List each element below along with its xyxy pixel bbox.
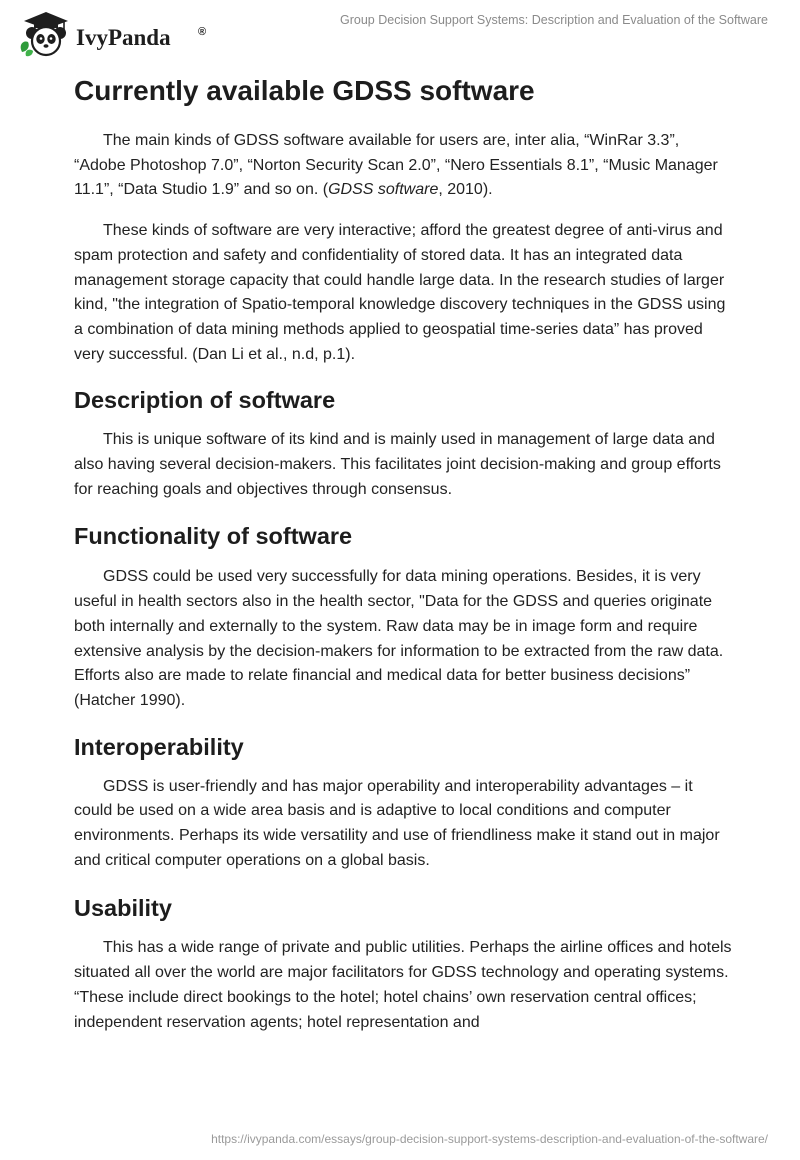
main-heading: Currently available GDSS software — [74, 75, 535, 106]
intro-paragraph-2: These kinds of software are very interactive; afford the greatest degree of anti-virus and spam protection and safety and confidentiality of stored data. It has an integrated data management storage capacity that could handle large data. In the research studies of larger kind, "the integration of Spatio-temporal knowledge discovery techniques in the GDSS using a combination of data mining methods applied to geospatial time-series data” has proved very successful. (Dan Li et al., n.d, p.1). — [74, 222, 726, 363]
intro-paragraph-1-text: The main kinds of GDSS software available for users are, inter alia, “WinRar 3.3”, “Adobe Photoshop 7.0”, “Norton Security Scan 2.0”, “Nero Essentials 8.1”, “Music Manager 11.1”, “Data Studio 1.9” and so on. ( — [74, 132, 718, 199]
brand-name: IvyPanda — [76, 25, 171, 50]
section-paragraph-functionality: GDSS could be used very successfully for data mining operations. Besides, it is very useful in health sectors also in the health sector, "Data for the GDSS and queries originate both internally and externally to the system. Raw data may be in image form and require extensive analysis by the decision-makers for information to be extracted from the raw data. Efforts also are made to relate financial and medical data for better business decisions” (Hatcher 1990). — [74, 568, 724, 709]
section-paragraph-usability: This has a wide range of private and public utilities. Perhaps the airline offices and hotels situated all over the world are major facilitators for GDSS technology and operating systems. “These include direct bookings to the hotel; hotel chains’ own reservation central offices; independent reservation agents; hotel representation and — [74, 939, 732, 1031]
panda-graduate-icon — [21, 12, 68, 56]
section-heading-functionality: Functionality of software — [74, 523, 353, 550]
citation-italic: GDSS software — [328, 181, 439, 199]
intro-paragraph-1-tail: , 2010). — [438, 181, 493, 199]
intro-paragraph-1 — [74, 129, 734, 203]
footer-url[interactable]: https://ivypanda.com/essays/group-decision-support-systems-description-and-evaluation-of-the-software/ — [211, 1132, 768, 1146]
registered-mark: ® — [198, 26, 207, 38]
ivypanda-logo[interactable] — [16, 8, 216, 60]
section-heading-usability: Usability — [74, 895, 172, 922]
article-body — [74, 72, 734, 1035]
page-header — [0, 0, 800, 70]
section-paragraph-interoperability: GDSS is user-friendly and has major operability and interoperability advantages – it could be used on a wide area basis and is adaptive to local conditions and computer environments. Perhaps its wide versatility and use of friendliness make it stand out in major and critical computer operations on a global basis. — [74, 777, 720, 869]
document-title: Group Decision Support Systems: Description and Evaluation of the Software — [340, 13, 768, 27]
section-heading-interoperability: Interoperability — [74, 733, 244, 760]
section-paragraph-description: This is unique software of its kind and is mainly used in management of large data and also having several decision-makers. This facilitates joint decision-making and group efforts for reaching goals and objectives through consensus. — [74, 431, 721, 498]
section-heading-description: Description of software — [74, 387, 336, 414]
